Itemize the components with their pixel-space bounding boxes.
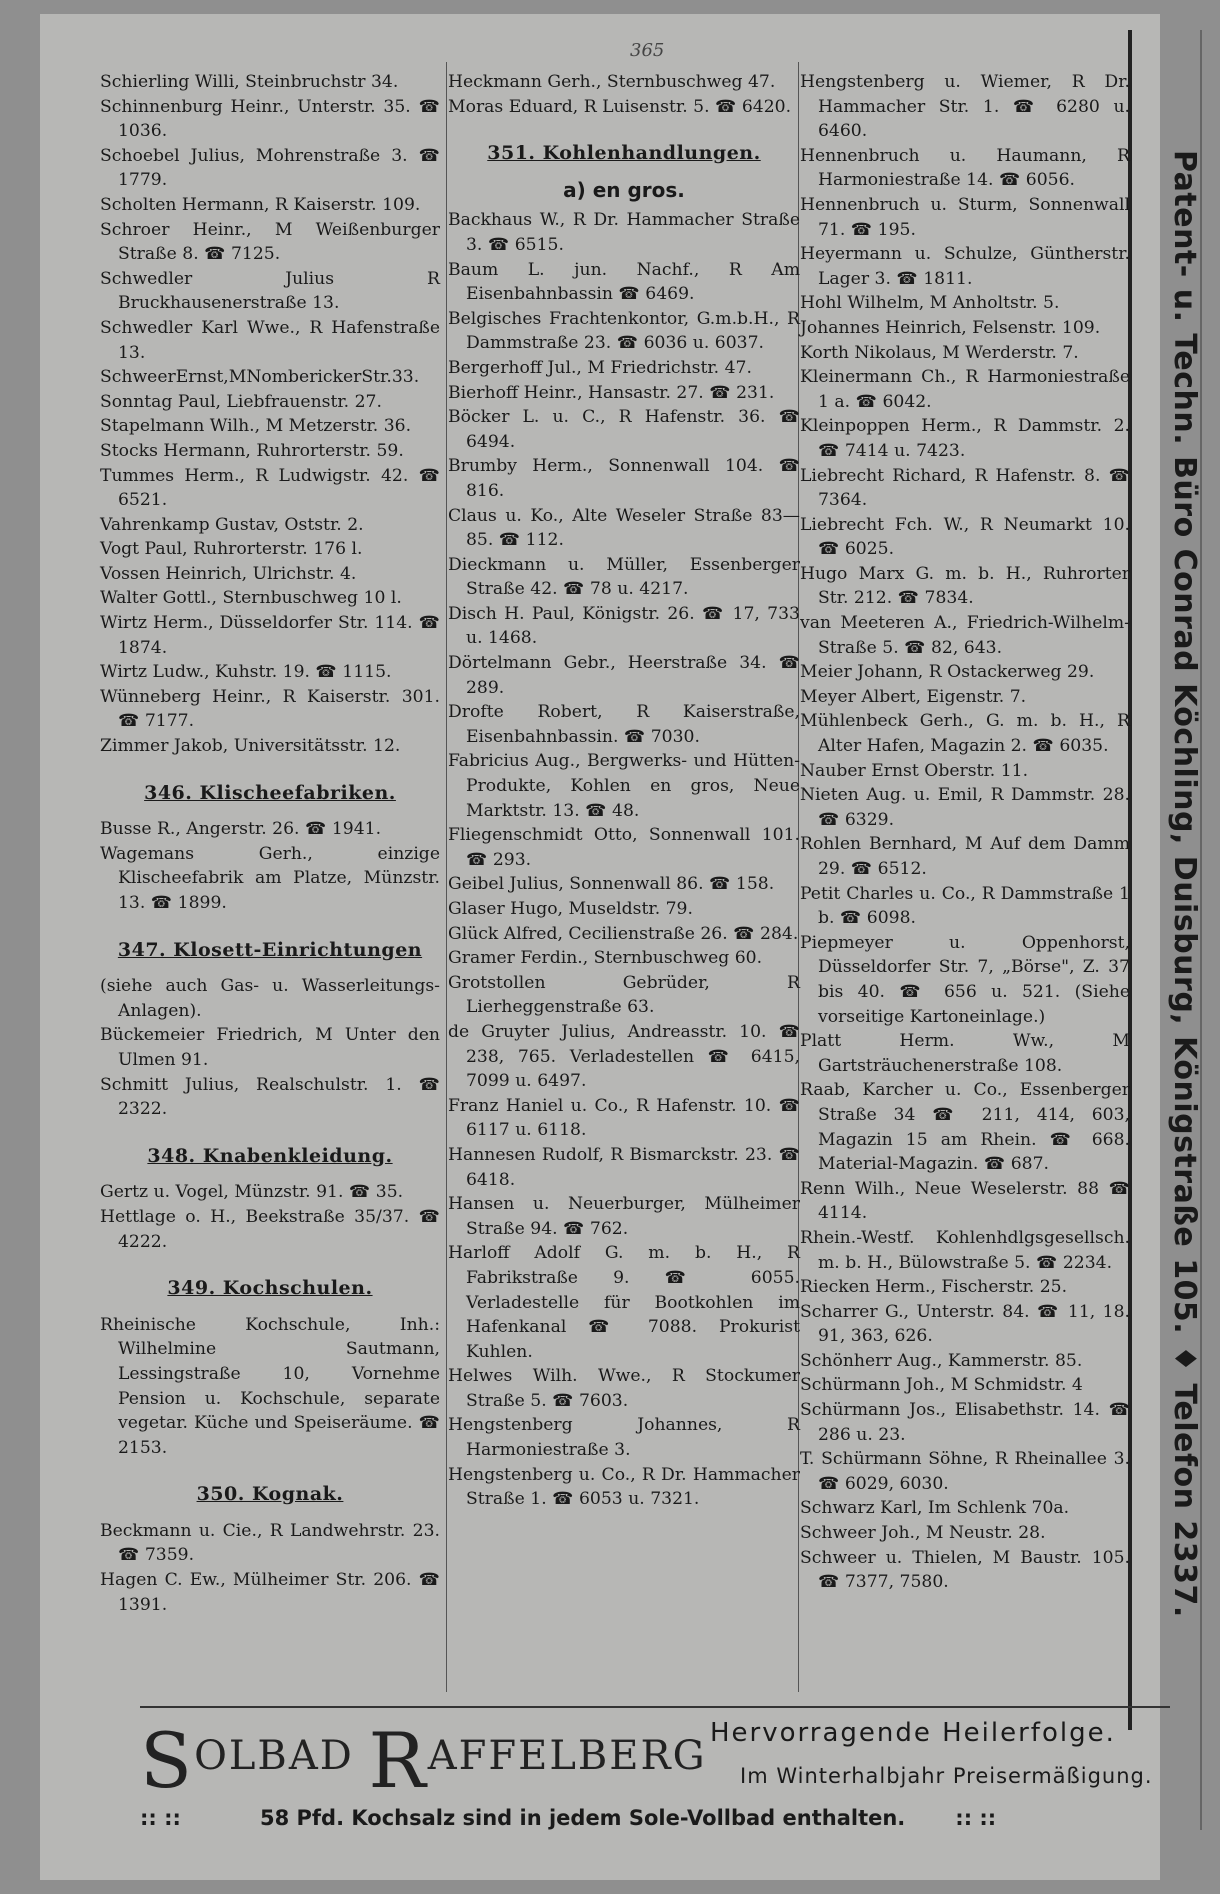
directory-entry: Mühlenbeck Gerh., G. m. b. H., R Alter Hafen, Magazin 2. ☎ 6035. — [800, 711, 1130, 757]
advert-tagline: Hervorragende Heilerfolge. — [710, 1718, 1116, 1748]
directory-entry: Korth Nikolaus, M Werderstr. 7. — [800, 342, 1079, 363]
directory-entry: Glück Alfred, Cecilienstraße 26. ☎ 284. — [448, 923, 799, 944]
entries-347 — [100, 1023, 440, 1121]
directory-entry: Harloff Adolf G. m. b. H., R Fabrikstraße 9. ☎ 6055. Verladestelle für Bootkohlen im Hafenkanal ☎ 7088. Prokurist Kuhlen. — [448, 1243, 800, 1362]
logo-initial-r: R — [368, 1716, 428, 1805]
entries-s-z — [100, 70, 440, 759]
directory-entry: Hohl Wilhelm, M Anholtstr. 5. — [800, 293, 1060, 314]
directory-entry: Schinnenburg Heinr., Unterstr. 35. ☎ 1036. — [100, 96, 440, 142]
directory-entry: Tummes Herm., R Ludwigstr. 42. ☎ 6521. — [100, 465, 440, 511]
entries-350 — [100, 1519, 440, 1617]
column-1 — [100, 70, 440, 1617]
page-number: 365 — [630, 40, 665, 61]
directory-entry: Hagen C. Ew., Mülheimer Str. 206. ☎ 1391. — [100, 1570, 440, 1615]
directory-entry: Schoebel Julius, Mohrenstraße 3. ☎ 1779. — [100, 145, 440, 191]
directory-entry: Wirtz Ludw., Kuhstr. 19. ☎ 1115. — [100, 662, 392, 683]
solbad-raffelberg-logo — [140, 1716, 707, 1805]
directory-entry: Claus u. Ko., Alte Weseler Straße 83—85. ☎ 112. — [448, 505, 800, 551]
directory-entry: Raab, Karcher u. Co., Essenberger Straße 34 ☎ 211, 414, 603, Magazin 15 am Rhein. ☎ 668. Material-Magazin. ☎ 687. — [800, 1080, 1130, 1175]
section-347-note: (siehe auch Gas- u. Wasserleitungs-Anlagen). — [100, 976, 440, 1021]
ornament-dots: :: :: — [140, 1806, 181, 1830]
directory-entry: Stocks Hermann, Ruhrorterstr. 59. — [100, 440, 404, 461]
directory-entry: Schierling Willi, Steinbruchstr 34. — [100, 72, 399, 92]
directory-entry: Hansen u. Neuerburger, Mülheimer Straße 94. ☎ 762. — [448, 1194, 800, 1239]
logo-word-olbad: OLBAD — [194, 1733, 354, 1779]
directory-entry: Dieckmann u. Müller, Essenberger Straße 42. ☎ 78 u. 4217. — [448, 554, 800, 600]
directory-entry: Rhein.-Westf. Kohlenhdlgsgesellsch. m. b. H., Bülowstraße 5. ☎ 2234. — [800, 1227, 1130, 1273]
directory-entry: Schroer Heinr., M Weißenburger Straße 8. ☎ 7125. — [100, 219, 440, 265]
advert-rule — [140, 1706, 1170, 1708]
directory-entry: Hettlage o. H., Beekstraße 35/37. ☎ 4222. — [100, 1206, 440, 1252]
directory-entry: Kleinermann Ch., R Harmoniestraße 1 a. ☎ 6042. — [800, 367, 1130, 412]
entries-348 — [100, 1180, 440, 1254]
section-348-heading: 348. Knabenkleidung. — [147, 1144, 393, 1167]
directory-entry: Platt Herm. Ww., M Gartsträuchenerstraße 108. — [800, 1031, 1130, 1076]
directory-entry: Schmitt Julius, Realschulstr. 1. ☎ 2322. — [100, 1074, 440, 1120]
directory-entry: Backhaus W., R Dr. Hammacher Straße 3. ☎ 6515. — [448, 210, 800, 255]
directory-entry: Belgisches Frachtenkontor, G.m.b.H., R Dammstraße 23. ☎ 6036 u. 6037. — [448, 308, 800, 354]
directory-entry: Glaser Hugo, Museldstr. 79. — [448, 899, 693, 919]
advert-salt-text: 58 Pfd. Kochsalz sind in jedem Sole-Vollbad enthalten. — [260, 1806, 906, 1830]
directory-entry: Schwedler Julius R Bruckhausenerstraße 13. — [100, 268, 440, 314]
directory-entry: Vogt Paul, Ruhrorterstr. 176 l. — [100, 539, 363, 560]
directory-entry: Meyer Albert, Eigenstr. 7. — [800, 686, 1027, 707]
directory-entry: SchweerErnst,MNomberickerStr.33. — [100, 367, 420, 388]
directory-entry: de Gruyter Julius, Andreasstr. 10. ☎ 238, 765. Verladestellen ☎ 6415, 7099 u. 6497. — [448, 1021, 800, 1092]
directory-entry: T. Schürmann Söhne, R Rheinallee 3. ☎ 6029, 6030. — [800, 1449, 1130, 1494]
directory-entry: Schönherr Aug., Kammerstr. 85. — [800, 1350, 1083, 1371]
directory-entry: Helwes Wilh. Wwe., R Stockumer Straße 5. ☎ 7603. — [448, 1366, 800, 1411]
directory-entry: Moras Eduard, R Luisenstr. 5. ☎ 6420. — [448, 96, 792, 117]
side-advert-banner: Patent- u. Techn. Büro Conrad Köchling, Duisburg, Königstraße 105. ♦ Telefon 2337. — [1167, 150, 1202, 1618]
directory-entry: Piepmeyer u. Oppenhorst, Düsseldorfer Str. 7, „Börse", Z. 37 bis 40. ☎ 656 u. 521. (Siehe vorseitige Kartoneinlage.) — [800, 932, 1130, 1027]
entries-349 — [100, 1313, 440, 1461]
section-349-heading: 349. Kochschulen. — [167, 1277, 373, 1300]
solbad-advert — [140, 1706, 1170, 1846]
directory-entry: Wünneberg Heinr., R Kaiserstr. 301. ☎ 7177. — [100, 686, 440, 732]
directory-entry: Schwarz Karl, Im Schlenk 70a. — [800, 1498, 1070, 1519]
directory-entry: Vahrenkamp Gustav, Oststr. 2. — [100, 514, 364, 535]
directory-entry: Stapelmann Wilh., M Metzerstr. 36. — [100, 416, 412, 437]
subsection-en-gros: a) en gros. — [563, 177, 685, 202]
directory-entry: Schürmann Jos., Elisabethstr. 14. ☎ 286 u. 23. — [800, 1400, 1130, 1445]
directory-entry: Bierhoff Heinr., Hansastr. 27. ☎ 231. — [448, 382, 775, 403]
section-346-heading: 346. Klischeefabriken. — [144, 781, 396, 804]
directory-entry: Hannesen Rudolf, R Bismarckstr. 23. ☎ 6418. — [448, 1144, 800, 1190]
column-3 — [800, 70, 1130, 1595]
directory-entry: Busse R., Angerstr. 26. ☎ 1941. — [100, 819, 382, 840]
directory-entry: Meier Johann, R Ostackerweg 29. — [800, 662, 1095, 683]
directory-entry: Heckmann Gerh., Sternbuschweg 47. — [448, 72, 776, 92]
directory-entry: Walter Gottl., Sternbuschweg 10 l. — [100, 588, 402, 609]
directory-entry: Riecken Herm., Fischerstr. 25. — [800, 1277, 1068, 1298]
directory-entry: Böcker L. u. C., R Hafenstr. 36. ☎ 6494. — [448, 407, 800, 452]
directory-entry: Scharrer G., Unterstr. 84. ☎ 11, 18. 91, 363, 626. — [800, 1301, 1130, 1347]
directory-entry: Gertz u. Vogel, Münzstr. 91. ☎ 35. — [100, 1182, 404, 1203]
directory-entry: Fabricius Aug., Bergwerks- und Hütten-Produkte, Kohlen en gros, Neue Marktstr. 13. ☎ 48. — [448, 751, 800, 821]
advert-price-note: Im Winterhalbjahr Preisermäßigung. — [740, 1764, 1153, 1788]
directory-entry: Hengstenberg Johannes, R Harmoniestraße 3. — [448, 1415, 800, 1461]
directory-entry: Renn Wilh., Neue Weselerstr. 88 ☎ 4114. — [800, 1178, 1130, 1224]
directory-entry: Beckmann u. Cie., R Landwehrstr. 23. ☎ 7359. — [100, 1520, 440, 1566]
directory-entry: Zimmer Jakob, Universitätsstr. 12. — [100, 736, 401, 757]
column-2 — [448, 70, 800, 1512]
directory-entry: Scholten Hermann, R Kaiserstr. 109. — [100, 194, 421, 215]
directory-entry: Vossen Heinrich, Ulrichstr. 4. — [100, 563, 357, 584]
advert-bottom-line — [140, 1806, 1170, 1830]
directory-entry: Brumby Herm., Sonnenwall 104. ☎ 816. — [448, 456, 800, 501]
directory-entry: Schürmann Joh., M Schmidstr. 4 — [800, 1375, 1083, 1396]
directory-entry: Nauber Ernst Oberstr. 11. — [800, 760, 1029, 781]
section-350-heading: 350. Kognak. — [196, 1483, 344, 1506]
directory-entry: Hengstenberg u. Wiemer, R Dr. Hammacher Str. 1. ☎ 6280 u. 6460. — [800, 72, 1130, 142]
directory-entry: Hennenbruch u. Sturm, Sonnenwall 71. ☎ 195. — [800, 194, 1130, 240]
directory-entry: Bergerhoff Jul., M Friedrichstr. 47. — [448, 357, 752, 378]
directory-entry: Heyermann u. Schulze, Güntherstr. Lager 3. ☎ 1811. — [800, 244, 1130, 289]
directory-entry: Nieten Aug. u. Emil, R Dammstr. 28. ☎ 6329. — [800, 785, 1130, 830]
directory-entry: Hugo Marx G. m. b. H., Ruhrorter Str. 212. ☎ 7834. — [800, 563, 1130, 609]
directory-entry: Liebrecht Richard, R Hafenstr. 8. ☎ 7364. — [800, 465, 1130, 511]
ornament-dots: :: :: — [955, 1806, 997, 1830]
directory-entry: Geibel Julius, Sonnenwall 86. ☎ 158. — [448, 874, 775, 895]
directory-entry: Sonntag Paul, Liebfrauenstr. 27. — [100, 391, 382, 412]
directory-entry: Grotstollen Gebrüder, R Lierheggenstraße 63. — [448, 972, 800, 1018]
directory-entry: Hengstenberg u. Co., R Dr. Hammacher Straße 1. ☎ 6053 u. 7321. — [448, 1464, 800, 1510]
directory-entry: van Meeteren A., Friedrich-Wilhelm-Straße 5. ☎ 82, 643. — [800, 613, 1130, 658]
directory-entry: Kleinpoppen Herm., R Dammstr. 2. ☎ 7414 u. 7423. — [800, 416, 1130, 461]
directory-entry: Disch H. Paul, Königstr. 26. ☎ 17, 733 u. 1468. — [448, 603, 800, 649]
entries-351 — [448, 208, 800, 1511]
directory-entry: Schweer u. Thielen, M Baustr. 105. ☎ 7377, 7580. — [800, 1547, 1130, 1593]
entries-351-continued — [800, 70, 1130, 1595]
directory-entry: Wagemans Gerh., einzige Klischeefabrik am Platze, Münzstr. 13. ☎ 1899. — [100, 843, 440, 913]
logo-word-affelberg: AFFELBERG — [427, 1733, 707, 1779]
directory-entry: Bückemeier Friedrich, M Unter den Ulmen 91. — [100, 1025, 440, 1070]
directory-entry: Fliegenschmidt Otto, Sonnenwall 101. ☎ 293. — [448, 825, 800, 870]
logo-initial-s: S — [140, 1716, 195, 1805]
directory-entry: Drofte Robert, R Kaiserstraße, Eisenbahnbassin. ☎ 7030. — [448, 702, 800, 747]
directory-entry: Baum L. jun. Nachf., R Am Eisenbahnbassin ☎ 6469. — [448, 259, 800, 305]
section-347-heading: 347. Klosett-Einrichtungen — [117, 938, 423, 961]
directory-entry: Petit Charles u. Co., R Dammstraße 1 b. ☎ 6098. — [800, 883, 1130, 929]
directory-entry: Schwedler Karl Wwe., R Hafenstraße 13. — [100, 317, 440, 363]
directory-entry: Schweer Joh., M Neustr. 28. — [800, 1523, 1046, 1544]
directory-entry: Dörtelmann Gebr., Heerstraße 34. ☎ 289. — [448, 653, 800, 698]
column-divider — [446, 62, 447, 1692]
entries-h-m — [448, 70, 800, 119]
directory-entry: Gramer Ferdin., Sternbuschweg 60. — [448, 948, 763, 969]
section-351-heading: 351. Kohlenhandlungen. — [487, 142, 761, 165]
directory-entry: Rohlen Bernhard, M Auf dem Damm 29. ☎ 6512. — [800, 834, 1130, 879]
directory-entry: Rheinische Kochschule, Inh.: Wilhelmine Sautmann, Lessingstraße 10, Vornehme Pension u. Kochschule, separate vegetar. Küche und Speiseräume. ☎ 2153. — [100, 1314, 440, 1458]
directory-entry: Johannes Heinrich, Felsenstr. 109. — [800, 317, 1101, 338]
directory-entry: Hennenbruch u. Haumann, R Harmoniestraße 14. ☎ 6056. — [800, 145, 1130, 191]
directory-entry: Liebrecht Fch. W., R Neumarkt 10. ☎ 6025. — [800, 514, 1130, 560]
directory-entry: Franz Haniel u. Co., R Hafenstr. 10. ☎ 6117 u. 6118. — [448, 1095, 800, 1141]
entries-346 — [100, 817, 440, 915]
directory-entry: Wirtz Herm., Düsseldorfer Str. 114. ☎ 1874. — [100, 613, 440, 658]
